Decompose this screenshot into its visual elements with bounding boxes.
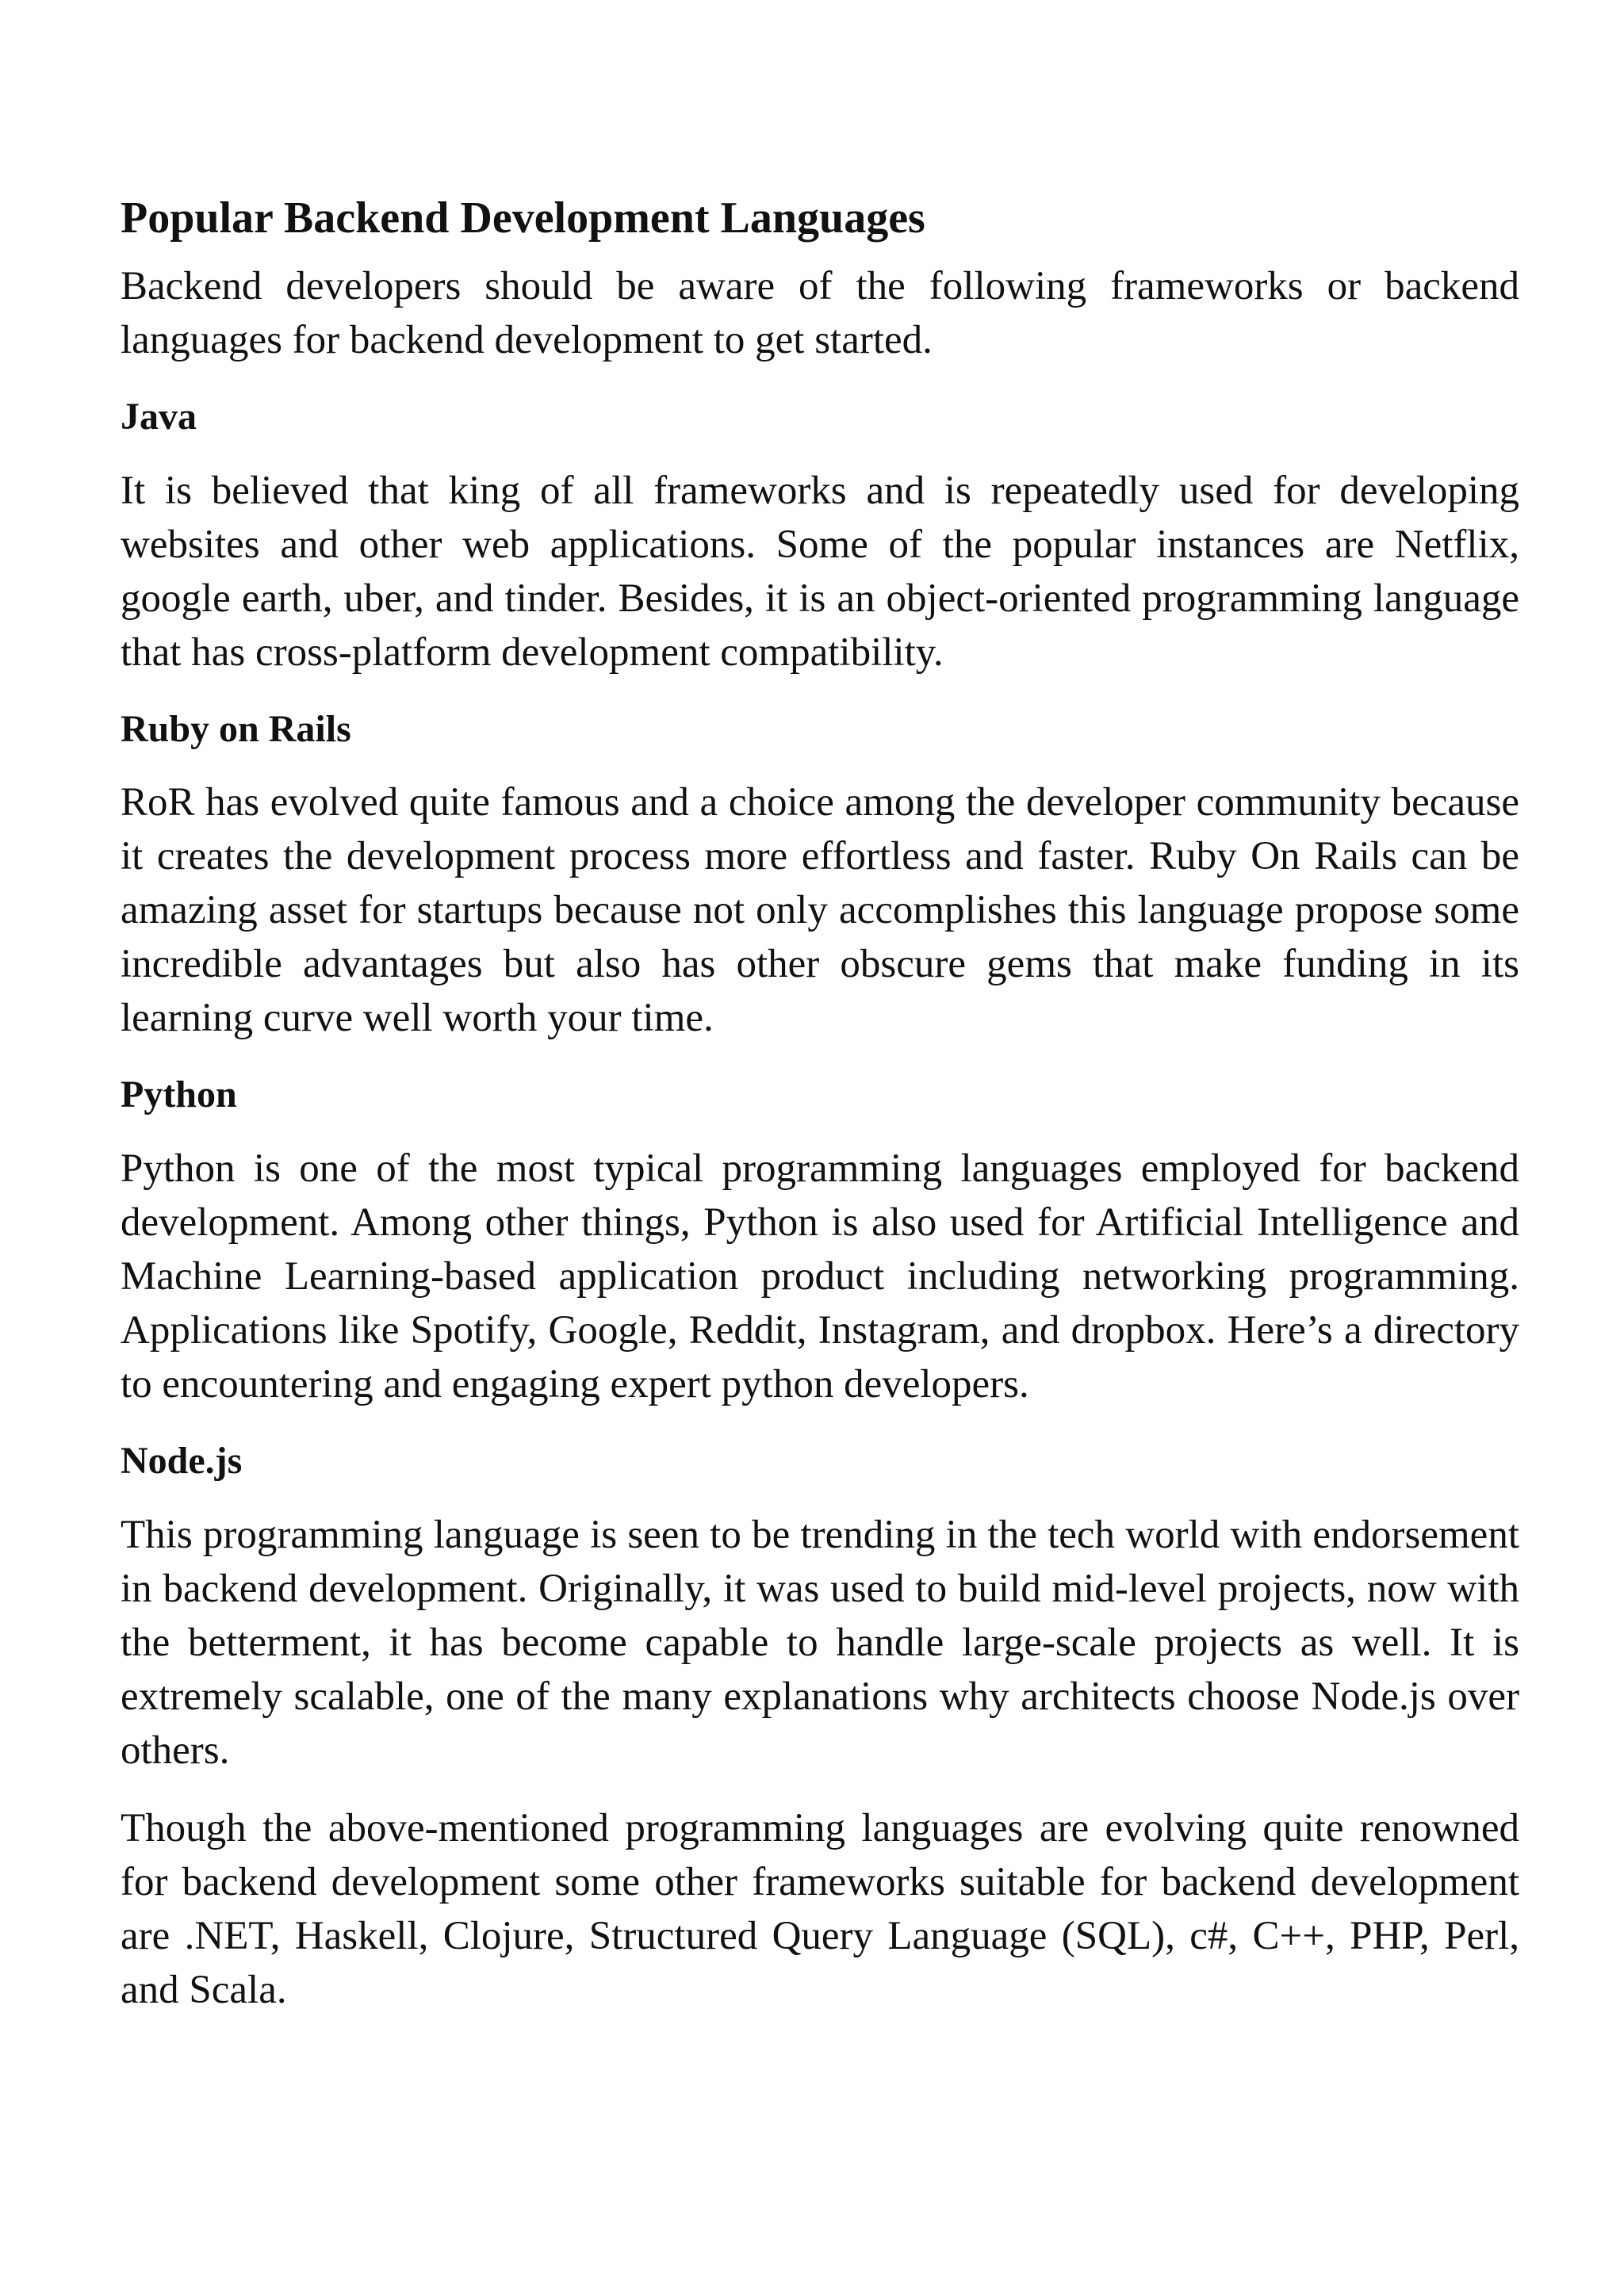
page-title: Popular Backend Development Languages xyxy=(121,193,925,243)
closing-paragraph: Though the above-mentioned programming languages are evolving quite renowned for backend development some other frameworks suitable for backend development are .NET, Haskell, Clojure, Structured Query Language (SQL), c#, C++, PHP, Perl, and Scala. xyxy=(121,1805,1519,2012)
section-text-nodejs: This programming language is seen to be trending in the tech world with endorsement in backend development. Originally, it was used to build mid-level projects, now with the betterment, it has become capable to handle large-scale projects as well. It is extremely scalable, one of the many explanations why architects choose Node.js over others. xyxy=(121,1512,1519,1773)
section-heading-nodejs: Node.js xyxy=(121,1439,243,1482)
intro-paragraph: Backend developers should be aware of the following frameworks or backend languages for backend development to get started. xyxy=(121,264,1519,363)
section-text-java: It is believed that king of all frameworks and is repeatedly used for developing websites and other web applications. Some of the popular instances are Netflix, google earth, uber, and tinder. Besides, it is an object-oriented programming language that has cross-platform development compatibility. xyxy=(121,468,1519,675)
document-page xyxy=(121,192,1519,2017)
section-text-python: Python is one of the most typical programming languages employed for backend development. Among other things, Python is also used for Artificial Intelligence and Machine Learning-based application product including networking programming. Applications like Spotify, Google, Reddit, Instagram, and dropbox. Here’s a directory to encountering and engaging expert python developers. xyxy=(121,1146,1519,1406)
section-text-ruby-on-rails: RoR has evolved quite famous and a choice among the developer community because it creates the development process more effortless and faster. Ruby On Rails can be amazing asset for startups because not only accomplishes this language propose some incredible advantages but also has other obscure gems that make funding in its learning curve well worth your time. xyxy=(121,780,1519,1041)
section-heading-python: Python xyxy=(121,1073,237,1116)
section-heading-java: Java xyxy=(121,396,197,438)
section-heading-ruby-on-rails: Ruby on Rails xyxy=(121,707,351,750)
